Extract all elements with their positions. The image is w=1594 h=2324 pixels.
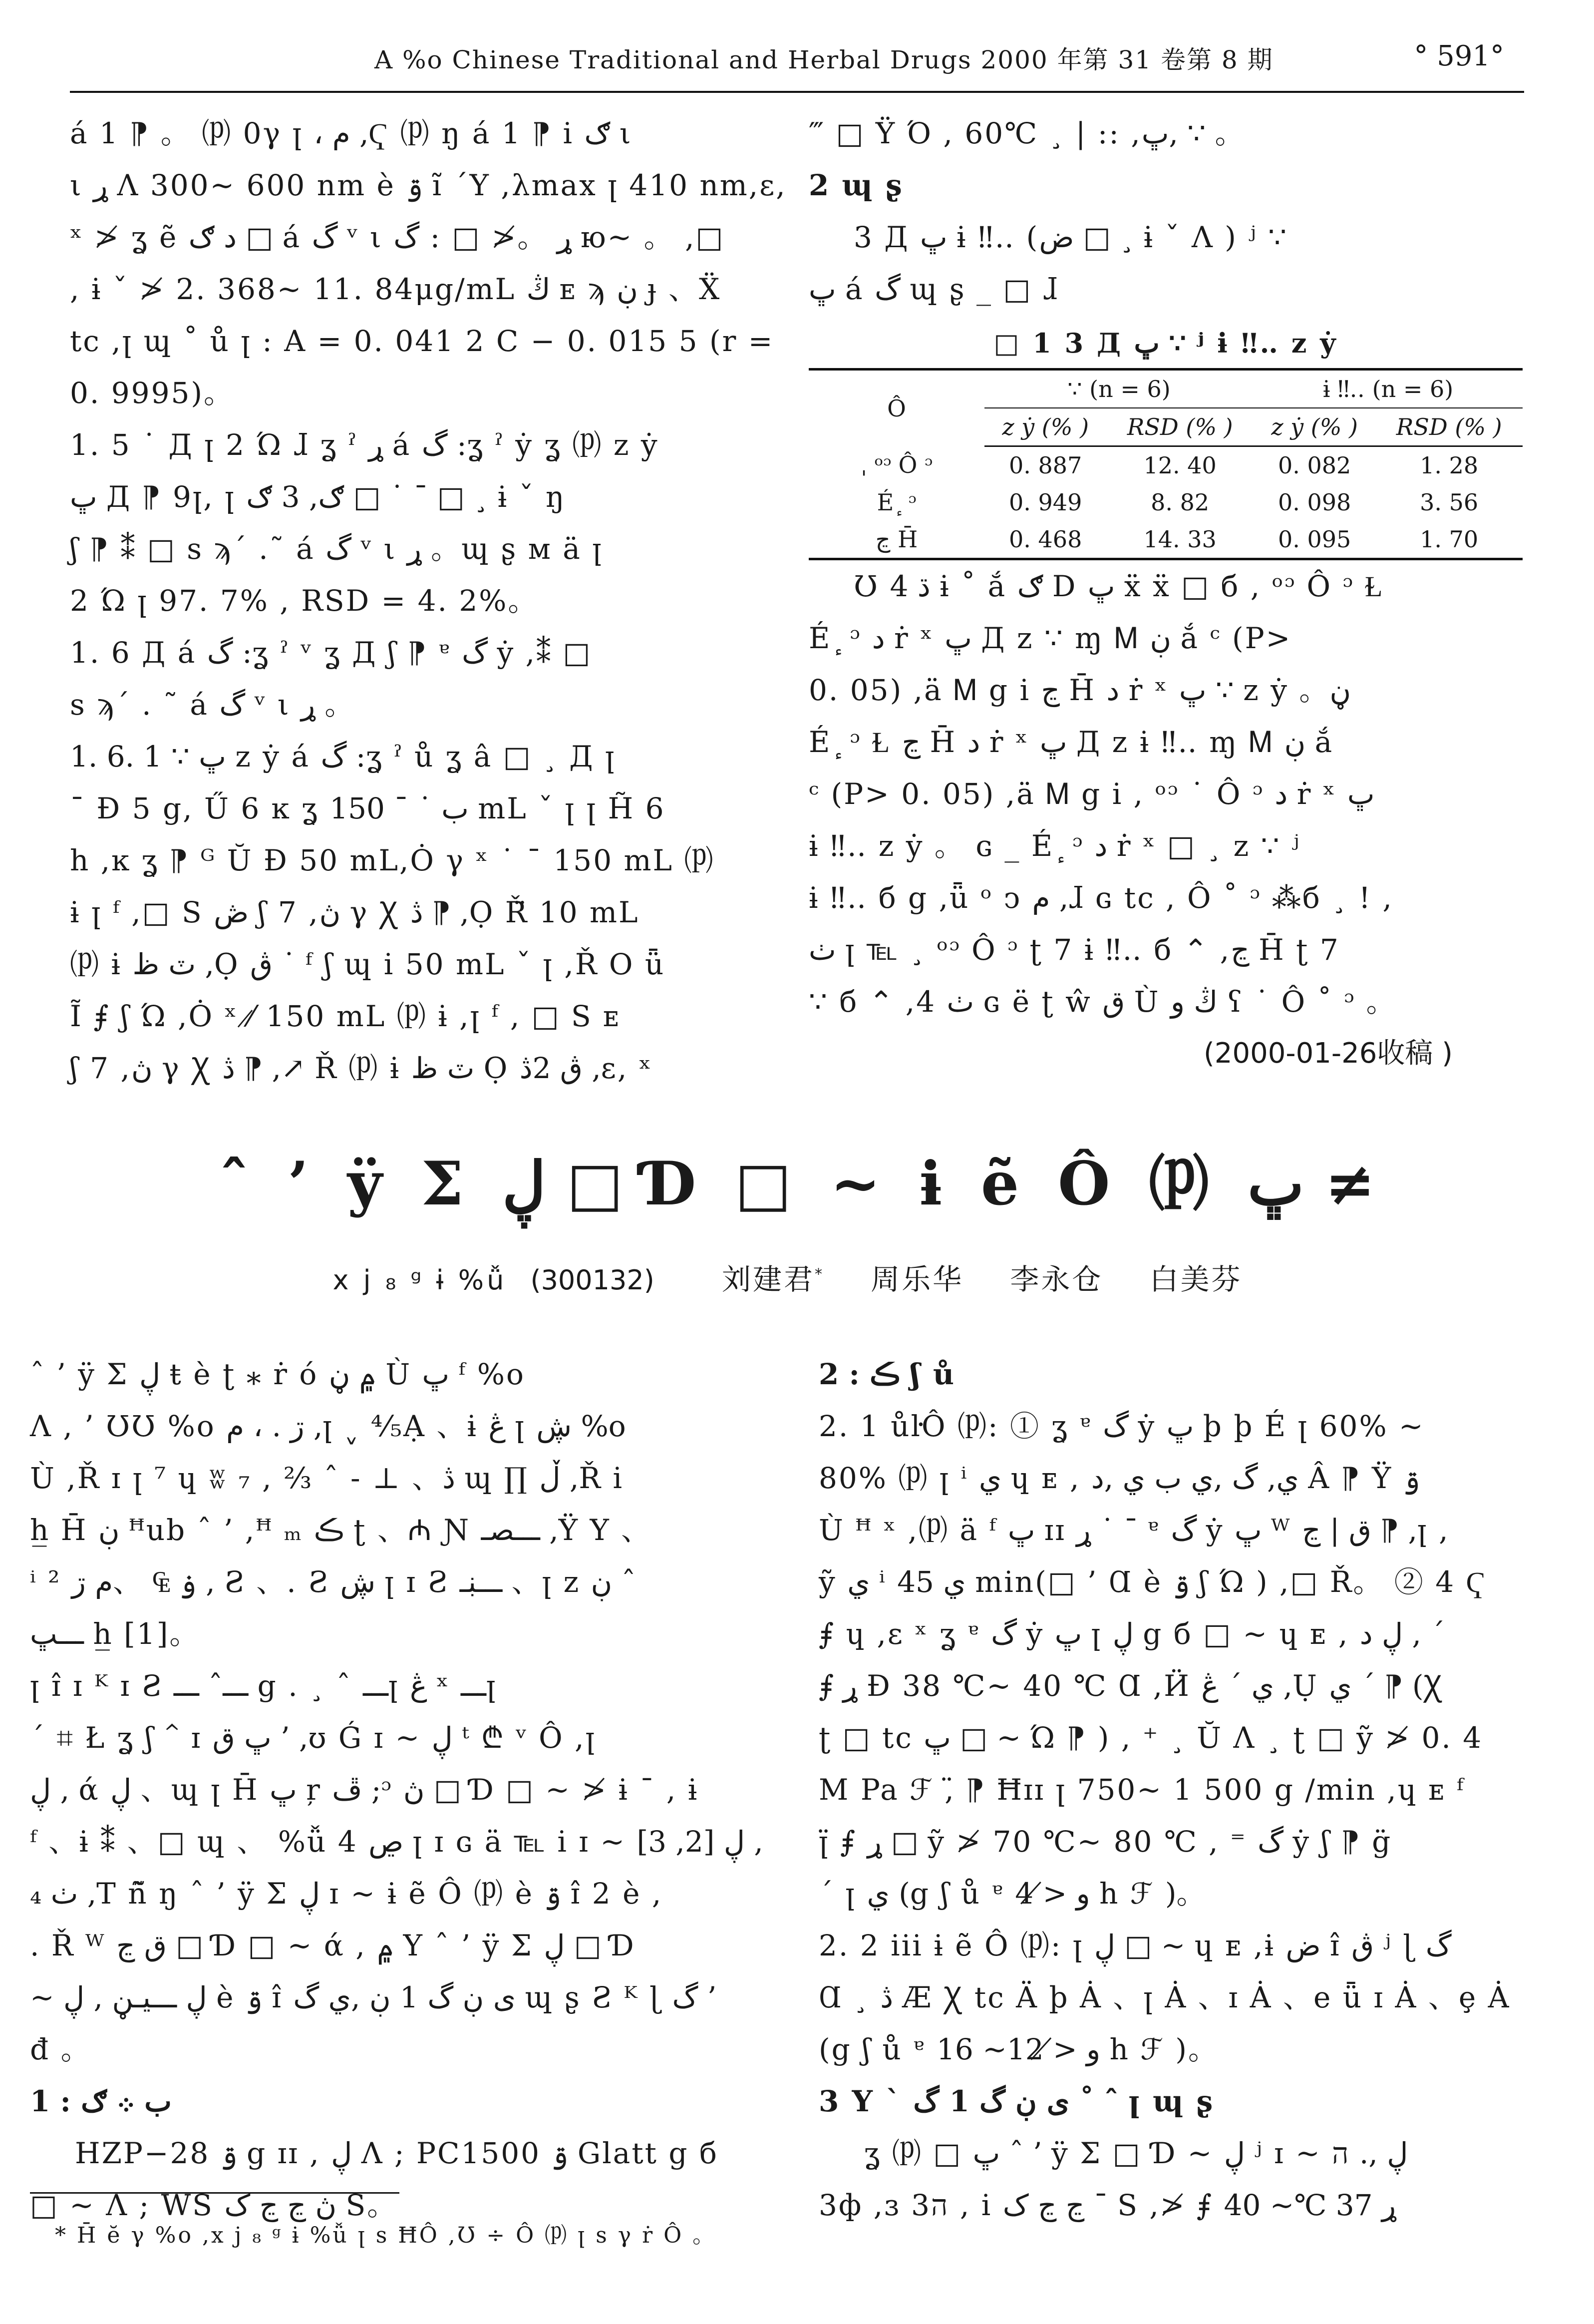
table-cell: 1. 70 bbox=[1375, 521, 1523, 559]
table-subheader: RSD (% ) bbox=[1106, 408, 1254, 446]
text-line: 3 Д ڀ ɨ ‼‥ (ض □ ¸ ɨ ˇ Λ ) ʲ ∵ bbox=[854, 220, 1288, 254]
results-table-block bbox=[809, 318, 1523, 560]
text-line: ˊ ⌗ Ł ʓ ʃ ⌃ ɪ ڀ ق ’ ,ʊ Ǵ ɪ ~ ڸ ᵗ ₾ ᵛ Ô ,ꞁ bbox=[30, 1721, 597, 1755]
text-line: Ù ,Ř ɪ ꞁ ⁷ ɥ ʬ ₇ , ⅔ ˆ - ⊥ 、ڎ ɰ ∏ ڵ ,Ř i bbox=[30, 1461, 624, 1495]
table-cell: 0. 468 bbox=[984, 521, 1106, 559]
text-line: 2 : ڪ ʃ ů bbox=[819, 1357, 956, 1391]
text-line: ⨎ ɥ ,ε ˣ ʓ ᵄ گ ẏ ڀ ꞁ ڸ g б □ ~ ɥ ᴇ , ڸ د , ˊ bbox=[819, 1617, 1445, 1651]
text-line: Ʊ ڌ 4 ɨ ˚ ắ ګ D ڀ ẍ ẍ □ б , ᵒᵓ Ô ᵓ Ɫ bbox=[854, 569, 1384, 603]
text-line: Ù ꟸ ˣ ,⒫ ä ᶠ ڀ ɪɪ ړ ˙ ˉ ᵄ گ ẏ ڀ ᵂ ق | ڃ ⁋ ,ꞁ , bbox=[819, 1513, 1450, 1547]
table-cell: 0. 098 bbox=[1278, 489, 1351, 516]
table-cell: 8. 82 bbox=[1151, 489, 1210, 516]
text-line: ٺ ꞁ ℡ ¸ ᵒᵓ Ô ᵓ ʈ 7 ɨ ‼‥ б ⌃ ,ڃ H̄ ʈ 7 bbox=[809, 933, 1340, 967]
table-cell: 0. 887 bbox=[1009, 452, 1082, 479]
text-line: ـــڀ h̲ [1]。 bbox=[30, 1617, 200, 1651]
author-name-text: 刘建君 bbox=[721, 1262, 815, 1296]
text-line: ˣ ≯ ʓ ẽ د ګ □ á گ ᵛ ι ړ 。≯ □ : گ ю~ 。 ,□ bbox=[70, 220, 725, 254]
text-line: ∵ б ⌃ ,4 ٺ ɢ ë ʈ ŵ ق Ù ڭ و ʕ ˙ Ô ˚ ᵓ 。 bbox=[809, 985, 1397, 1019]
author-mark: * bbox=[814, 1265, 824, 1283]
column-bottom-right bbox=[819, 1348, 1538, 2222]
table-row bbox=[809, 446, 1523, 484]
column-top-left bbox=[70, 107, 787, 1085]
text-line: , ɨ ˇ ≯ 2. 368~ 11. 84μg/mL ڭ ᴇ ϡ ڹ ɟ 、Ẍ bbox=[70, 272, 721, 306]
text-line: ⒫ ɨ ٽ ظ ,Ọ ڨ ˙ ᶠ ʃ ɰ i 50 mL ˇ ꞁ ,Ř O ǖ bbox=[70, 947, 665, 981]
text-line: ꞁ̈ ⨎ ړ □ ỹ ≯ 70 ℃~ 80 ℃ , ⁼ گ ẏ ʃ ⁋ g̈ bbox=[819, 1825, 1392, 1859]
text-line: ⨎ ړ Ð 38 ℃~ 40 ℃ Ɑ ,Ӥ ي ˊ ڠ ,Ụ ي ˊ ⁋ (Ꭓ bbox=[819, 1669, 1444, 1703]
text-line: Ĩ ⨎ ʃ Ώ ,Ȯ ˣ ⁄̷ 150 mL ⒫ ɨ ,ꞁ ᶠ , □ S ᴇ bbox=[70, 999, 621, 1033]
text-line: tc ,ꞁ ɰ ˚ ů ꞁ : A = 0. 041 2 C − 0. 015 5 (r = bbox=[70, 324, 774, 358]
table-cell: 14. 33 bbox=[1106, 521, 1254, 559]
table-row-label: É ٕ ᵓ bbox=[877, 489, 917, 516]
text-line: 2. 2 iii ɨ ẽ Ô ⒫: ꞁ ڸ □ ~ ɥ ᴇ ,ɨ ض ɪ̂ ڨ ʲ ɭ گ bbox=[819, 1929, 1452, 1962]
text-line: É ٕ ᵓ Ɫ ڃ H̄ د ṙ ˣ ڀ Д z ɨ ‼‥ ɱ Ꮇ ڹ ắ bbox=[809, 725, 1334, 759]
text-line: É ٕ ᵓ د ṙ ˣ ڀ Д z ∵ ɱ Ꮇ ڹ ắ ᶜ (P> bbox=[809, 621, 1292, 655]
text-line: ˆ ’ ÿ Σ ڸ ŧ è ʈ ⁎ ṙ ó ۾ ڼ Ù ڀ ᶠ %o bbox=[30, 1357, 525, 1391]
text-line: Λ , ’ ƱƱ %o ڗ . ، م ,ꞁ ˬ ⁴⁄₅Ạ 、ɨ ڠ ꞁ ڜ %o bbox=[30, 1409, 628, 1443]
text-line: ʃ ⁋ ⁑ □ s ϡ΄ .˜ á گ ᵛ ι ړ 。ɰ ʂ ᴍ ä ꞁ bbox=[70, 532, 603, 566]
top-right-text bbox=[809, 107, 1523, 315]
text-line: ‴ □ Ÿ Ό , 60℃ ¸ | :: ,ڀ, ∵ 。 bbox=[809, 116, 1246, 150]
table-cell: 0. 082 bbox=[1278, 452, 1351, 479]
article-title: ˆ ’ ÿ Σ ڸ □ Ɗ □ ~ ɨ ẽ Ô ⒫ ڀ ≠ bbox=[219, 1149, 1375, 1219]
header-rule bbox=[70, 91, 1524, 93]
table-row bbox=[809, 521, 1523, 559]
text-line: ɨ ‼‥ z ẏ 。 ɢ _ É ٕ ᵓ د ṙ ˣ □ ¸ z ∵ ʲ bbox=[809, 829, 1301, 863]
text-line: 1. 6 Д á گ :ʓ ˀ ᵛ ʓ Д ʃ ⁋ ᵄ گ ẏ ,⁑ □ bbox=[70, 636, 592, 670]
table-cell: 0. 095 bbox=[1254, 521, 1375, 559]
text-line: 0. 05) ,ä Ꮇ g i ڃ H̄ د ṙ ˣ ڀ ∵ z ẏ 。ڼ bbox=[809, 673, 1351, 707]
text-line: □ ~ Λ ; WS ڽ ڃ ڃ ک S。 bbox=[30, 2188, 398, 2222]
authors-line bbox=[0, 1256, 1594, 1298]
author-name: 李永仓 bbox=[1010, 1262, 1103, 1296]
text-line: 3ф ,ɜ 3ה , i ڃ ڃ ک ˉ S ,≯ ⨎ ړ 37 ℃~ 40 bbox=[819, 2188, 1396, 2222]
text-line: (g ʃ ů ᵄ و ≯ 12~ 16 h ℱ )。 bbox=[819, 2032, 1219, 2066]
postcode: (300132) bbox=[530, 1264, 654, 1296]
footnote: * H̄ ĕ γ %o ,x j ₈ ᵍ ɨ %ǚ ꞁ s ĦÔ ,Ʊ ÷ Ô ⒫ ꞁ s γ ṙ Ô 。 bbox=[55, 2223, 717, 2248]
author-name: 白美芬 bbox=[1149, 1262, 1243, 1296]
text-line: ˊ ꞁ ي (g ʃ ů ᵄ و ≯ 4 h ℱ )。 bbox=[819, 1877, 1207, 1911]
text-line: 2 Ώ ꞁ 97. 7% , RSD = 4. 2%。 bbox=[70, 584, 539, 618]
page-number: ° 591° bbox=[1414, 40, 1504, 72]
text-line: ڸ , ά ڸ 、ɰ ꞁ H̄ ڀ ŗ ڦ ;ᵓ ڽ □ Ɗ □ ~ ≯ ɨ ˉ , ɨ bbox=[30, 1773, 699, 1807]
results-table bbox=[809, 368, 1523, 560]
text-line: ~ ڸ ـــيـڼ , ڸ è ۊ ɪ̂ ى ڹ گ 1 ڹ ,ي گ ɰ ʂ Ƨ ᴷ ɭ گ ’ bbox=[30, 1980, 717, 2014]
text-line: ˉ Ð 5 g, Ű 6 ĸ ʓ ب ˙ ˉ 150 mL ˇ ꞁ ꞁ H̃ 6 bbox=[70, 791, 665, 825]
received-date: (2000-01-26收稿 ) bbox=[1204, 1037, 1453, 1070]
table-cell: 12. 40 bbox=[1143, 452, 1217, 479]
table-row-label: ˌ ᵒᵓ Ô ᵓ bbox=[861, 451, 933, 479]
author-name: 周乐华 bbox=[871, 1262, 964, 1296]
text-line: HZP−28 ۊ g ɪɪ , ڸ Λ ; PC1500 ۊ Glatt g б bbox=[75, 2136, 718, 2170]
text-line: ʓ ⒫ □ ڀ ˆ ’ ÿ Σ □ Ɗ ~ ڸ ʲ ɪ ~ ڸ ,. ה bbox=[864, 2136, 1408, 2170]
text-line: ᶠ 、ɨ ⁑ 、□ ɰ 、 %ǚ 4 ڝ ꞁ ɪ ɢ ä ℡ i ɪ ~ ڸ [2, 3] , bbox=[30, 1825, 763, 1859]
text-line: ʃ 7 ,ڽ γ Ꭓ ڎ ⁋ ,↗ Ř ⒫ ɨ ٽ ظ Ọ ڨ 2ڎ ,ε, ˣ bbox=[70, 1051, 653, 1085]
running-header bbox=[70, 20, 1524, 80]
text-line: ڀ Д ⁋ 9ꞁ, ꞁ ګ, 3 ګ □ ˙ ˉ □ ¸ ɨ ˇ ŋ bbox=[70, 480, 566, 514]
text-line: 2 ɰ ʂ bbox=[809, 168, 904, 202]
text-line: s ϡ΄ . ˜ á گ ᵛ ι ړ 。 bbox=[70, 688, 355, 722]
author-name bbox=[722, 1262, 824, 1296]
journal-line: A %o Chinese Traditional and Herbal Drugs 2000 年第 31 卷第 8 期 bbox=[374, 45, 1274, 74]
text-line: ⁱ ² ۏ ₠ 、م ڗ , Ƨ 、. Ƨ ڜ ꞁ ɪ Ƨ ـــڹـ 、ꞁ z ڹ ˆ bbox=[30, 1565, 636, 1599]
top-right-text-after bbox=[809, 560, 1523, 1028]
text-line: 1 : ب ܀ ګ bbox=[30, 2084, 172, 2118]
text-line: Ɑ ¸ ڎ Æ Ꭓ tc Ä þ Ȧ 、ꞁ Ȧ 、ɪ Ȧ 、e ǖ ɪ Ȧ 、ȩ Ȧ bbox=[819, 1980, 1511, 2014]
text-line: 3 Y ˋ ى ڹ گ 1 گ ˚ ˆ ꞁ ɰ ʂ bbox=[819, 2084, 1215, 2118]
table-cell: 3. 56 bbox=[1420, 489, 1479, 516]
text-line: h ,ĸ ʓ ⁋ ᴳ Ŭ Ð 50 mL,Ȯ γ ˣ ˙ ˉ 150 mL ⒫ bbox=[70, 843, 715, 877]
table-subheader: z ẏ (% ) bbox=[984, 408, 1106, 446]
text-line: đ 。 bbox=[30, 2032, 91, 2066]
text-line: ꞁ ɪ̂ ɪ ᴷ ɪ Ƨ ـــˆ ـــ g . ¸ ˆ ـــꞁ ڠ ˣ ـــꞁ bbox=[30, 1669, 497, 1703]
table-group-a: ∵ (n = 6) bbox=[984, 370, 1254, 408]
column-top-right bbox=[809, 107, 1523, 1070]
text-line: h̲ H̄ ڹ ꟸub ˆ ’ ,ꟸ ₘ ڪ ʈ 、₼ Ɲ ـــصـ ,Ÿ Y 、 bbox=[30, 1513, 652, 1547]
text-line: . Ř ᵂ ق ڃ □ Ɗ □ ~ ά , ۾ Y ˆ ’ ÿ Σ ڸ □ Ɗ bbox=[30, 1929, 636, 1962]
column-bottom-left bbox=[30, 1348, 764, 2222]
table-row-header: Ô bbox=[809, 370, 984, 446]
text-line: ₄ ٺ ,T ñ̃ ŋ ˆ ’ ÿ Σ ڸ ɪ ~ ɨ ẽ Ô ⒫ è ۊ ɪ̂ 2 è , bbox=[30, 1877, 663, 1911]
table-subheader: RSD (% ) bbox=[1375, 408, 1523, 446]
affiliation: x j ₈ ᵍ ɨ %ǚ bbox=[332, 1264, 507, 1296]
text-line: á 1 ⁋ 。 ⒫ 0γ ꞁ ، م ,Ҁ ⒫ ŋ á 1 ⁋ i ګ ι bbox=[70, 116, 633, 150]
text-line: ڀ á گ ɰ ʂ _ □ ɺ bbox=[809, 272, 1059, 306]
text-line: 0. 9995)。 bbox=[70, 376, 235, 410]
text-line: 1. 6. 1 ∵ ڀ z ẏ á گ :ʓ ˀ ů ʓ â □ ¸ Д ꞁ bbox=[70, 740, 616, 774]
table-group-b: ɨ ‼‥ (n = 6) bbox=[1254, 370, 1523, 408]
text-line: 1. 5 ˙ Д ꞁ 2 Ώ ɺ ʓ ˀ ړ á گ :ʓ ˀ ẏ ʓ ⒫ z ẏ bbox=[70, 428, 659, 462]
table-cell: 0. 949 bbox=[1009, 489, 1082, 516]
text-line: ɨ ‼‥ б g ,ǖ ᵒ ↄ م ,ɺ ɢ tc , Ô ˚ ᵓ ⁂б ¸ ! , bbox=[809, 881, 1393, 915]
text-line: ι ړ Λ 300~ 600 nm è ۊ ĩ ΄Y ,λmax ꞁ 410 nm,ε, bbox=[70, 168, 787, 202]
table-row-label: ڃ H̄ bbox=[809, 521, 984, 559]
footnote-rule bbox=[30, 2192, 399, 2194]
text-line: M Pa ℱ ,̈ ⁋ Ħɪɪ ꞁ 750~ 1 500 g /min ,ɥ ᴇ ᶠ bbox=[819, 1773, 1465, 1807]
table-title: □ 1 3 Д ڀ ∵ ʲ ɨ ‼‥ z ẏ bbox=[993, 327, 1338, 359]
table-row bbox=[809, 484, 1523, 521]
table-cell: 1. 28 bbox=[1420, 452, 1479, 479]
text-line: ɨ ꞁ ᶠ ,□ S ڞ ʃ 7 ,ڽ γ Ꭓ ڎ ⁋ ,Ọ Ř̈ 10 mL bbox=[70, 895, 639, 929]
text-line: ᶜ (P> 0. 05) ,ä Ꮇ g i , ᵒᵓ ˙ Ô ᵓ د ṙ ˣ ڀ bbox=[809, 777, 1375, 811]
text-line: 2. 1 ůŀÔ ⒫: ① ʓ ᵄ گ ẏ ڀ þ þ É ꞁ 60% ~ bbox=[819, 1409, 1425, 1443]
text-line: 80% ⒫ ꞁ ⁱ ي ɥ ᴇ , ي, گ ,ي ب ي ,د Â ⁋ Ÿ ۊ bbox=[819, 1461, 1420, 1495]
text-line: ỹ ي ⁱ ي 45 min(□ ’ Ɑ è ۊ ʃ Ώ ) ,□ Ř。 ② 4 Ҁ bbox=[819, 1565, 1487, 1599]
text-line: ʈ □ tc ڀ □ ~ Ώ ⁋ ) , ⁺ ¸ Ŭ Λ ¸ ʈ □ ỹ ≯ 0. 4 bbox=[819, 1721, 1483, 1755]
table-subheader: z ẏ (% ) bbox=[1254, 408, 1375, 446]
